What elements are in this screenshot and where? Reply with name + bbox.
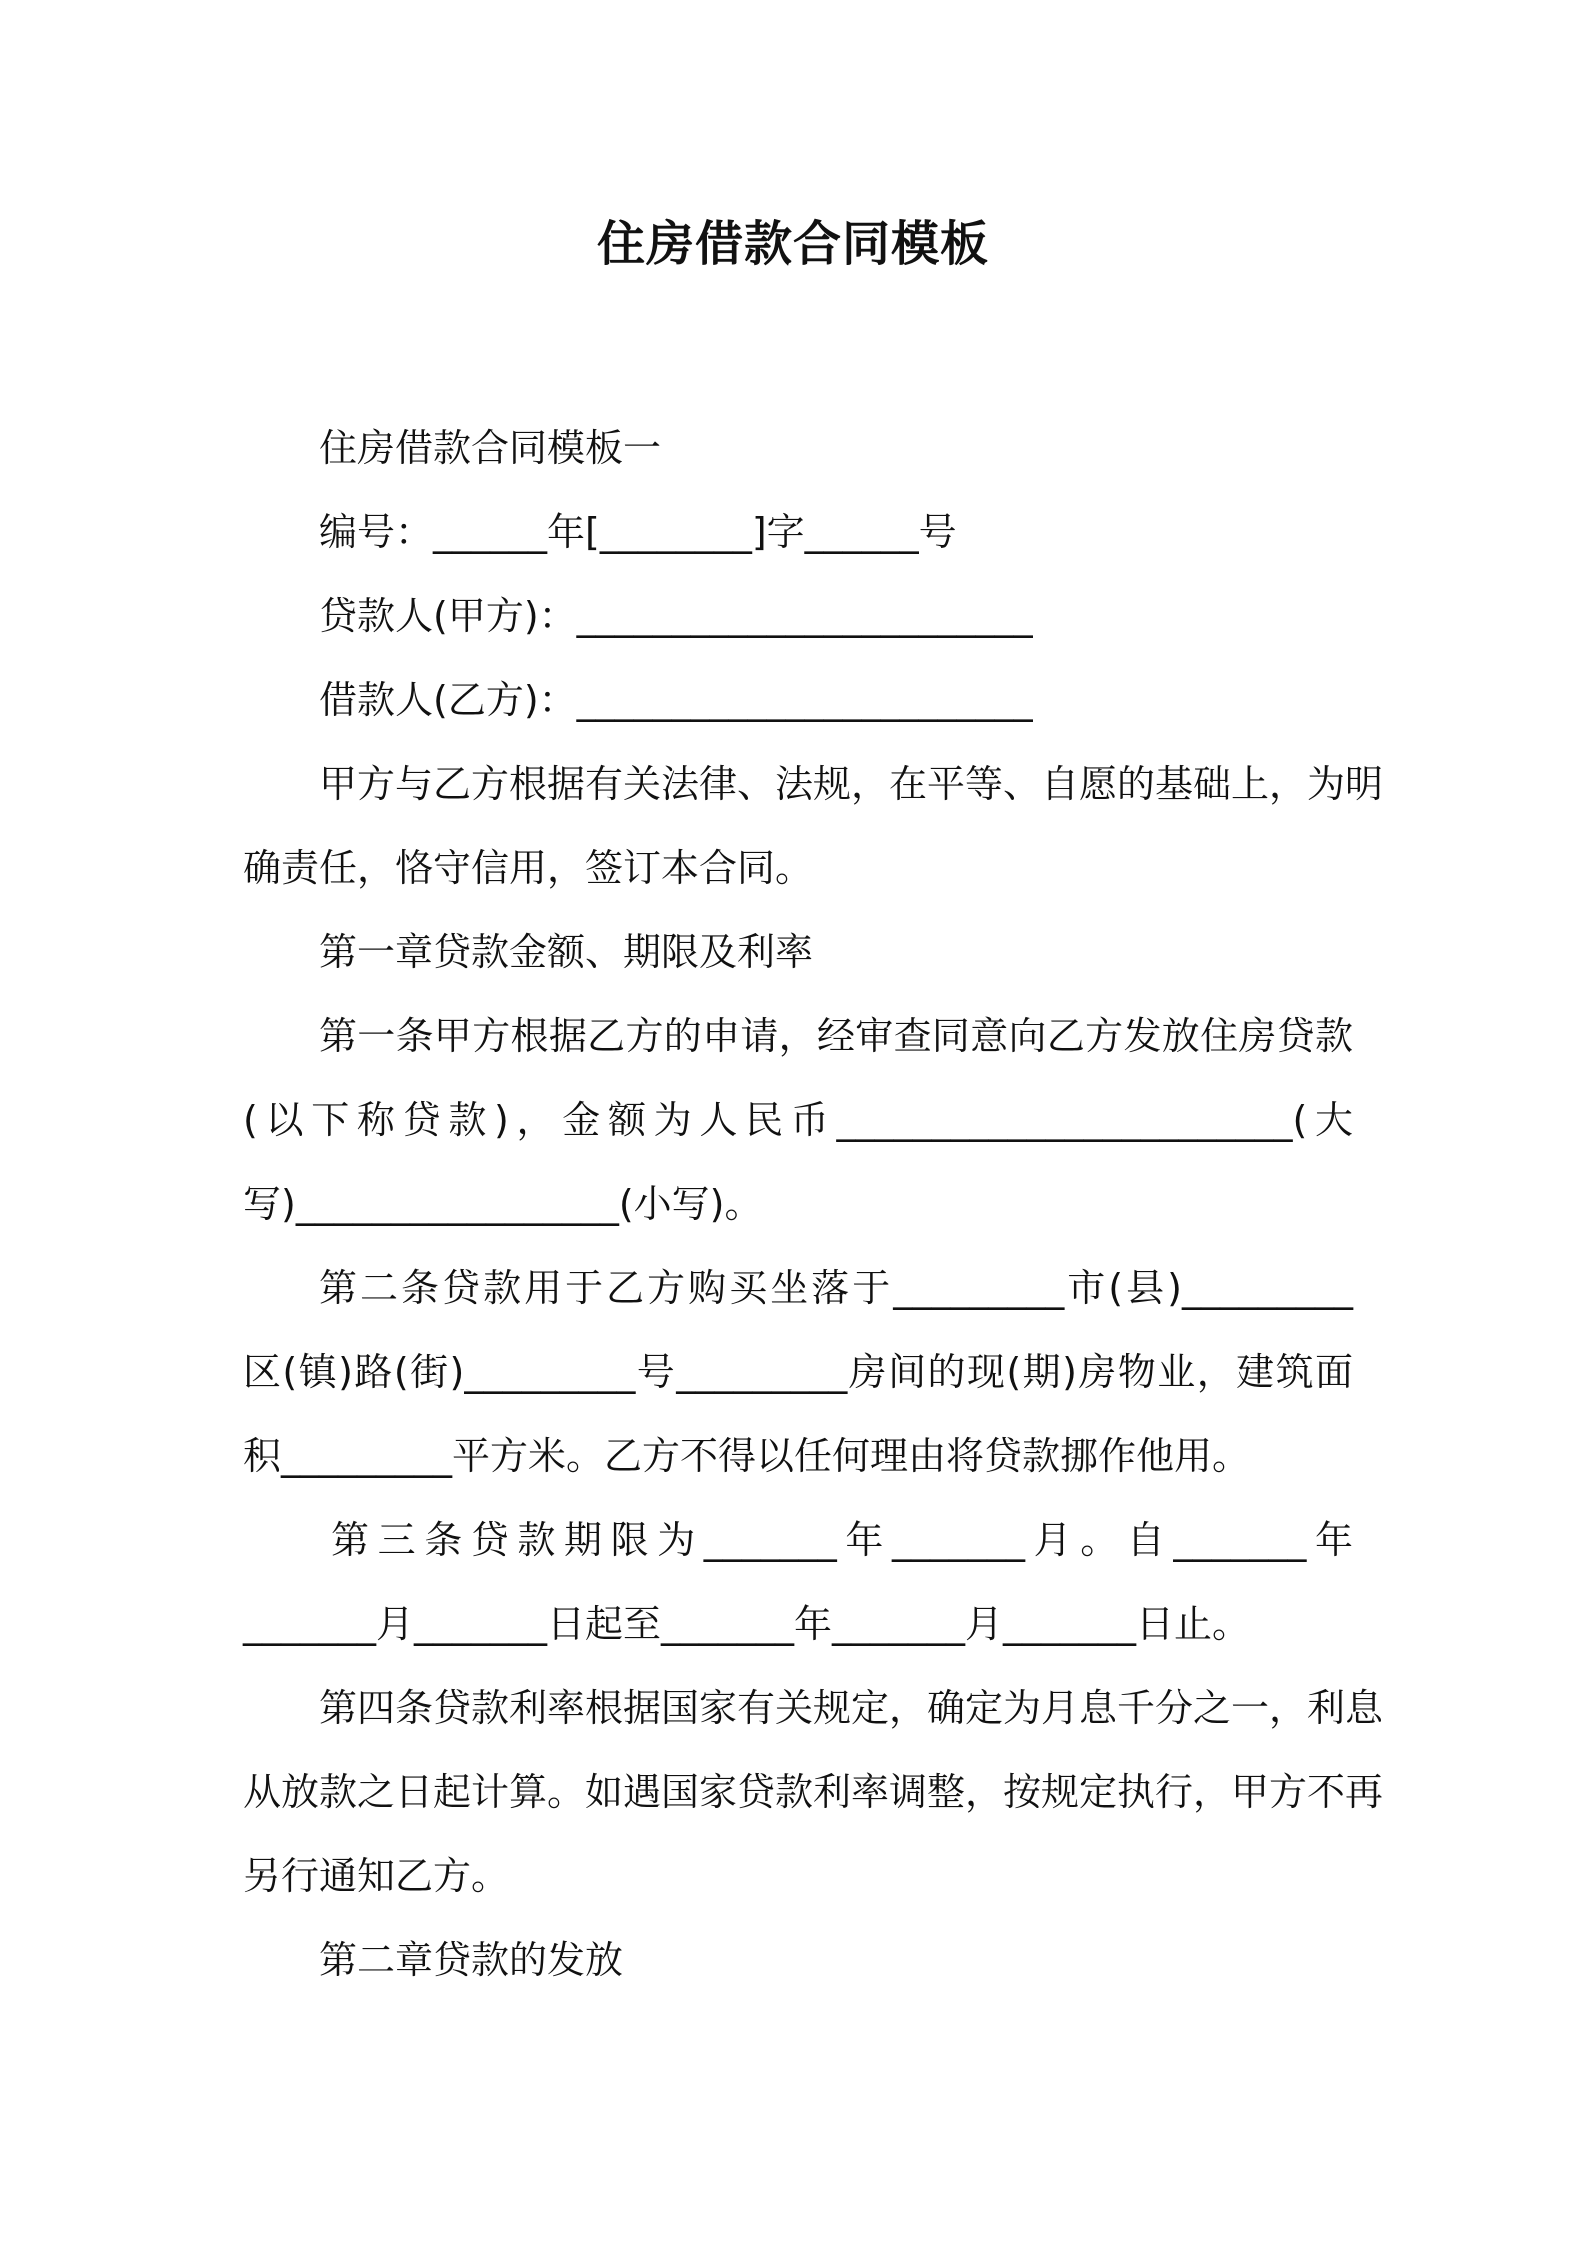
article-2-line-1: 第二条贷款用于乙方购买坐落于_________市(县)_________ bbox=[319, 1266, 1353, 1310]
lender-line: 贷款人(甲方)：________________________ bbox=[319, 594, 1033, 638]
article-2-line-2: 区(镇)路(街)_________号_________房间的现(期)房物业，建筑面 bbox=[243, 1350, 1353, 1394]
article-1-line-3: 写)_________________(小写)。 bbox=[243, 1182, 763, 1226]
borrower-line: 借款人(乙方)：________________________ bbox=[319, 678, 1033, 722]
contract-number-line: 编号：______年[________]字______号 bbox=[319, 510, 957, 554]
chapter-1-heading: 第一章贷款金额、期限及利率 bbox=[319, 930, 814, 974]
document-title: 住房借款合同模板 bbox=[596, 216, 989, 272]
subtitle-line: 住房借款合同模板一 bbox=[319, 426, 662, 470]
article-2-line-3: 积_________平方米。乙方不得以任何理由将贷款挪作他用。 bbox=[243, 1434, 1251, 1478]
article-4-line-2: 从放款之日起计算。如遇国家贷款利率调整，按规定执行，甲方不再 bbox=[243, 1770, 1384, 1814]
preamble-line-1: 甲方与乙方根据有关法律、法规，在平等、自愿的基础上，为明 bbox=[319, 762, 1384, 806]
article-4-line-1: 第四条贷款利率根据国家有关规定，确定为月息千分之一，利息 bbox=[319, 1686, 1384, 1730]
document-body bbox=[243, 406, 1384, 2002]
article-3-line-1: 第三条贷款期限为_______年_______月。自_______年 bbox=[331, 1518, 1353, 1562]
article-1-line-1: 第一条甲方根据乙方的申请，经审查同意向乙方发放住房贷款 bbox=[319, 1014, 1353, 1058]
article-1-line-2: (以下称贷款)，金额为人民币________________________(大 bbox=[243, 1098, 1353, 1142]
chapter-2-heading: 第二章贷款的发放 bbox=[319, 1938, 624, 1982]
article-4-line-3: 另行通知乙方。 bbox=[243, 1854, 510, 1898]
article-3-line-2: _______月_______日起至_______年_______月_______日止。 bbox=[243, 1602, 1251, 1646]
preamble-line-2: 确责任，恪守信用，签订本合同。 bbox=[243, 846, 814, 890]
